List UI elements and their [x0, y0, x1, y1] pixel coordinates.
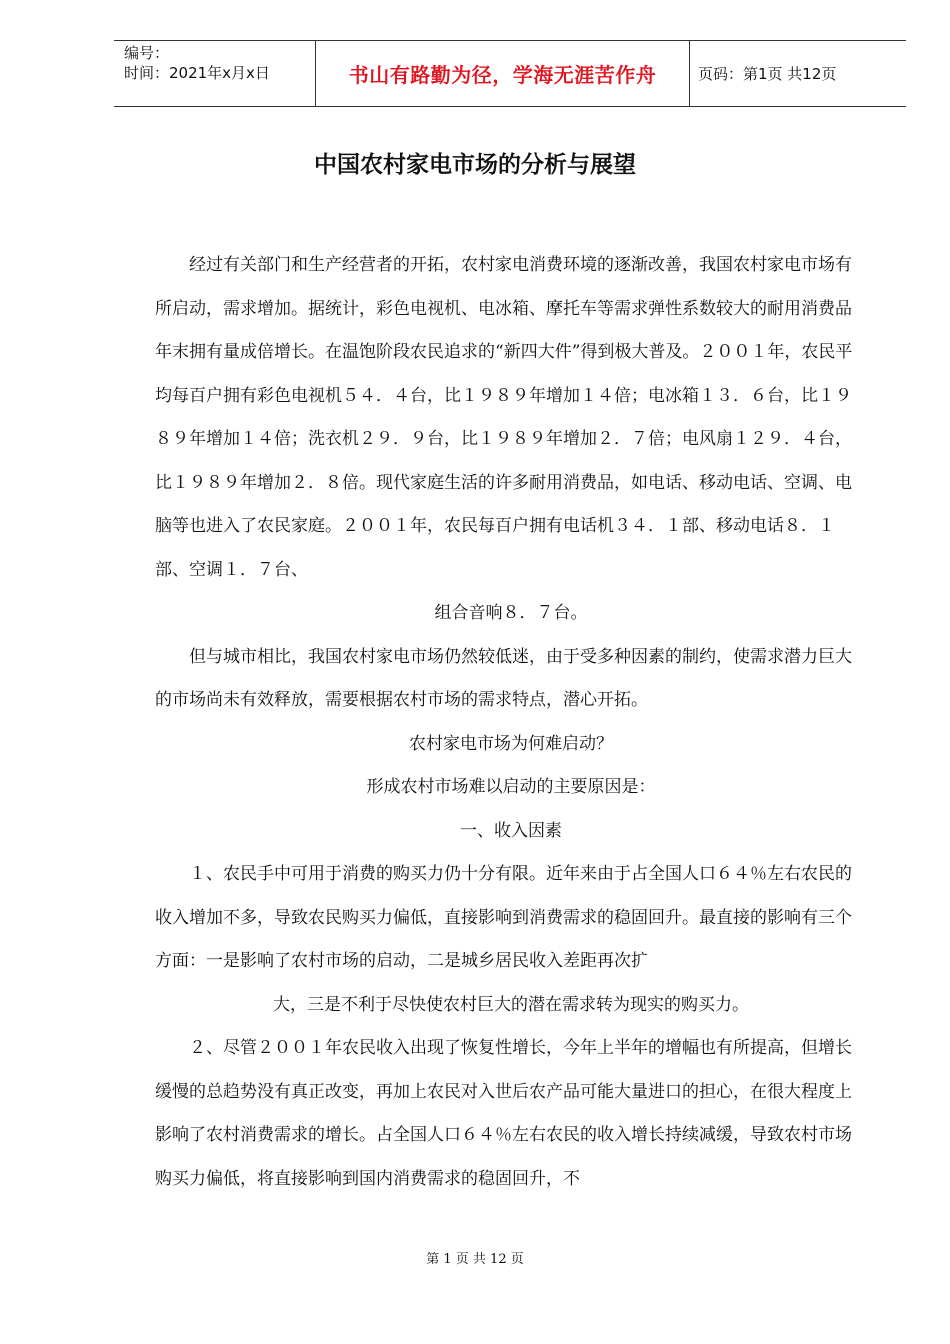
document-title: 中国农村家电市场的分析与展望 [314, 152, 636, 178]
paragraph-comparison: 但与城市相比，我国农村家电市场仍然较低迷，由于受多种因素的制约，使需求潜力巨大的市场尚未有效释放，需要根据农村市场的需求特点，潜心开拓。 [155, 646, 852, 710]
paragraph-point-2: ２、尽管２００１年农民收入出现了恢复性增长，今年上半年的增幅也有所提高，但增长缓慢的总趋势没有真正改变，再加上农民对入世后农产品可能大量进口的担心，在很大程度上影响了农村消费需求的增长。占全国人口６４％左右农民的收入增长持续减缓，导致农村市场购买力偏低，将直接影响到国内消费需求的稳固回升，不 [155, 1038, 852, 1189]
document-body [155, 244, 867, 1201]
paragraph-point-1: １、农民手中可用于消费的购买力仍十分有限。近年来由于占全国人口６４％左右农民的收入增加不多，导致农民购买力偏低，直接影响到消费需求的稳固回升。最直接的影响有三个方面：一是影响了农村市场的启动，二是城乡居民收入差距再次扩 [155, 864, 852, 971]
header-table [114, 40, 906, 107]
section-question: 农村家电市场为何难启动？ [409, 733, 613, 754]
time-label: 时间：2021年x月x日 [124, 64, 270, 82]
page-footer: 第 1 页 共 12 页 [426, 1252, 524, 1267]
paragraph-intro: 经过有关部门和生产经营者的开拓，农村家电消费环境的逐渐改善，我国农村家电市场有所启动，需求增加。据统计，彩色电视机、电冰箱、摩托车等需求弹性系数较大的耐用消费品年末拥有量成倍增长。在温饱阶段农民追求的“新四大件”得到极大普及。２００１年，农民平均每百户拥有彩色电视机５４．４台，比１９８９年增加１４倍；电冰箱１３．６台，比１９８９年增加１４倍；洗衣机２９．９台，比１９８９年增加２．７倍；电风扇１２９．４台，比１９８９年增加２．８倍。现代家庭生活的许多耐用消费品，如电话、移动电话、空调、电脑等也进入了农民家庭。２００１年，农民每百户拥有电话机３４．１部、移动电话８．１部、空调１．７台、 [155, 255, 853, 580]
section-reasons-intro: 形成农村市场难以启动的主要原因是： [366, 777, 656, 797]
header-motto-cell [316, 41, 690, 106]
paragraph-point-1-tail: 大，三是不利于尽快使农村巨大的潜在需求转为现实的购买力。 [273, 994, 749, 1015]
header-page-cell [690, 41, 906, 106]
paragraph-intro-tail: 组合音响８．７台。 [434, 603, 588, 623]
number-label: 编号： [124, 44, 170, 62]
motto-text: 书山有路勤为径，学海无涯苦作舟 [348, 63, 657, 87]
header-meta-cell [114, 41, 316, 106]
section-heading-income: 一、收入因素 [460, 820, 562, 841]
header-page-info: 页码：第1页 共12页 [698, 65, 837, 83]
